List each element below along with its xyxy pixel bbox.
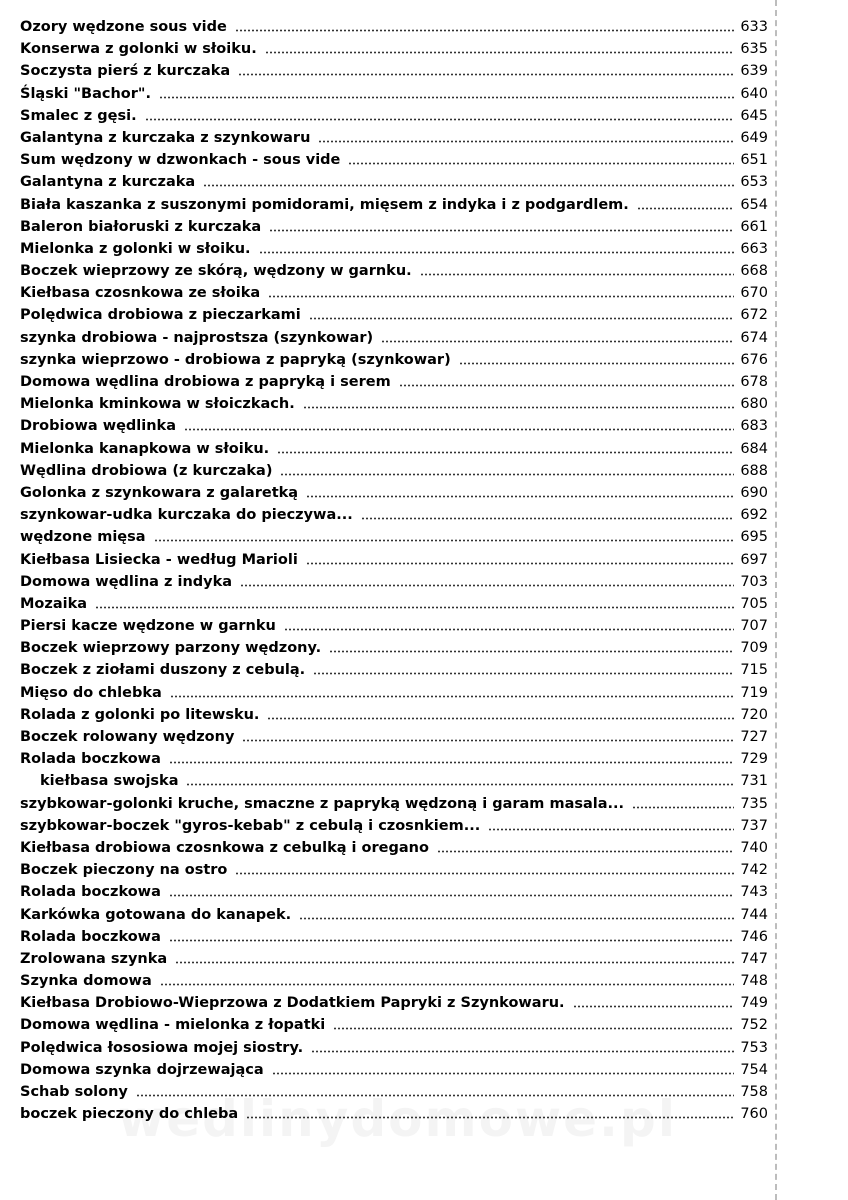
toc-entry[interactable] xyxy=(20,282,768,304)
dot-leader xyxy=(154,528,734,542)
toc-entry-title: szynka wieprzowo - drobiowa z papryką (szynkowar) xyxy=(20,351,451,368)
toc-entry-page-number: 731 xyxy=(740,773,768,790)
toc-entry-page-number: 748 xyxy=(740,973,768,990)
dot-leader xyxy=(170,684,734,698)
toc-entry-page-number: 715 xyxy=(740,662,768,679)
toc-entry[interactable] xyxy=(20,460,768,482)
toc-entry-title: Sum wędzony w dzwonkach - sous vide xyxy=(20,152,341,169)
toc-entry-page-number: 654 xyxy=(740,196,768,213)
toc-entry[interactable] xyxy=(20,482,768,504)
toc-entry-title: kiełbasa swojska xyxy=(40,773,179,790)
toc-entry-title: Kiełbasa drobiowa czosnkowa z cebulką i oregano xyxy=(20,839,429,856)
toc-entry-title: Domowa wędlina drobiowa z papryką i serem xyxy=(20,374,391,390)
toc-entry-page-number: 760 xyxy=(740,1106,768,1123)
toc-entry-page-number: 742 xyxy=(740,862,768,879)
toc-entry-title: Piersi kacze wędzone w garnku xyxy=(20,618,276,635)
toc-entry-title: Boczek wieprzowy parzony wędzony. xyxy=(20,640,322,657)
dot-leader xyxy=(235,18,734,32)
toc-entry-page-number: 703 xyxy=(740,573,768,590)
dot-leader xyxy=(95,595,734,609)
dot-leader xyxy=(573,994,734,1008)
toc-entry[interactable] xyxy=(20,504,768,526)
toc-entry[interactable] xyxy=(20,571,768,593)
toc-entry-title: Rolada boczkowa xyxy=(20,928,161,945)
dot-leader xyxy=(203,173,734,187)
toc-entry-page-number: 746 xyxy=(740,928,768,945)
toc-entry[interactable] xyxy=(20,593,768,615)
toc-entry[interactable] xyxy=(20,304,768,326)
dot-leader xyxy=(637,196,734,210)
dot-leader xyxy=(381,329,734,343)
dot-leader xyxy=(272,1061,734,1075)
toc-entry-page-number: 663 xyxy=(740,240,768,257)
toc-entry-title: Boczek z ziołami duszony z cebulą. xyxy=(20,662,306,679)
page-edge-divider xyxy=(775,0,777,1200)
dot-leader xyxy=(159,85,734,99)
toc-entry-title: Konserwa z golonki w słoiku. xyxy=(20,41,257,58)
toc-entry-title: szybkowar-boczek "gyros-kebab" z cebulą i czosnkiem... xyxy=(20,817,481,834)
toc-entry-title: Wędlina drobiowa (z kurczaka) xyxy=(20,462,273,479)
toc-entry[interactable] xyxy=(20,992,768,1014)
dot-leader xyxy=(399,373,734,387)
dot-leader xyxy=(277,440,734,454)
toc-entry-title: Szynka domowa xyxy=(20,973,152,990)
toc-entry-page-number: 707 xyxy=(740,618,768,635)
toc-entry-page-number: 684 xyxy=(740,440,768,457)
toc-entry[interactable] xyxy=(20,1037,768,1059)
toc-entry-page-number: 705 xyxy=(740,595,768,612)
dot-leader xyxy=(306,551,734,565)
toc-entry[interactable] xyxy=(20,970,768,992)
toc-entry[interactable] xyxy=(20,859,768,881)
toc-entry[interactable] xyxy=(20,837,768,859)
toc-entry-page-number: 727 xyxy=(740,729,768,745)
toc-entry[interactable] xyxy=(20,926,768,948)
toc-entry-page-number: 709 xyxy=(740,640,768,657)
toc-entry-page-number: 735 xyxy=(740,795,768,812)
toc-entry-title: Kiełbasa Lisiecka - według Marioli xyxy=(20,551,298,568)
toc-entry-page-number: 653 xyxy=(740,174,768,191)
dot-leader xyxy=(160,972,734,986)
toc-entry-page-number: 661 xyxy=(740,218,768,235)
toc-entry-title: Galantyna z kurczaka z szynkowaru xyxy=(20,129,311,146)
toc-entry-page-number: 695 xyxy=(740,529,768,546)
toc-entry-title: Schab solony xyxy=(20,1084,128,1100)
toc-entry-title: wędzone mięsa xyxy=(20,529,146,546)
toc-entry-page-number: 743 xyxy=(740,884,768,901)
toc-entry-title: Karkówka gotowana do kanapek. xyxy=(20,906,292,923)
toc-entry-page-number: 639 xyxy=(740,63,768,80)
toc-entry-title: Boczek pieczony na ostro xyxy=(20,862,228,879)
toc-entry-title: Golonka z szynkowara z galaretką xyxy=(20,484,299,501)
toc-entry-page-number: 640 xyxy=(740,85,768,102)
toc-entry-page-number: 719 xyxy=(740,684,768,701)
toc-entry-title: Boczek wieprzowy ze skórą, wędzony w garnku. xyxy=(20,263,412,280)
toc-entry-title: Rolada boczkowa xyxy=(20,751,161,768)
toc-entry-title: Mielonka kanapkowa w słoiku. xyxy=(20,440,270,457)
toc-entry[interactable] xyxy=(20,1081,768,1103)
toc-entry-title: Śląski "Bachor". xyxy=(20,85,151,102)
toc-entry-page-number: 737 xyxy=(740,817,768,834)
dot-leader xyxy=(238,62,734,76)
toc-entry[interactable] xyxy=(20,127,768,149)
toc-entry[interactable] xyxy=(20,16,768,38)
toc-entry[interactable] xyxy=(20,549,768,571)
dot-leader xyxy=(284,617,734,631)
dot-leader xyxy=(348,151,734,165)
dot-leader xyxy=(311,1039,734,1053)
toc-entry[interactable] xyxy=(20,216,768,238)
toc-entry-title: szybkowar-golonki kruche, smaczne z papryką wędzoną i garam masala... xyxy=(20,795,625,812)
toc-entry-title: Mielonka kminkowa w słoiczkach. xyxy=(20,396,295,413)
dot-leader xyxy=(246,1105,734,1119)
dot-leader xyxy=(306,484,734,498)
toc-entry[interactable] xyxy=(20,83,768,105)
toc-entry[interactable] xyxy=(20,748,768,770)
toc-entry-page-number: 752 xyxy=(740,1017,768,1034)
toc-entry[interactable] xyxy=(20,704,768,726)
toc-entry[interactable] xyxy=(20,171,768,193)
toc-entry[interactable] xyxy=(20,770,768,792)
toc-entry-page-number: 747 xyxy=(740,950,768,967)
toc-entry[interactable] xyxy=(20,948,768,970)
toc-entry-page-number: 678 xyxy=(740,374,768,390)
toc-entry-title: Mięso do chlebka xyxy=(20,684,162,701)
toc-entry-page-number: 749 xyxy=(740,995,768,1012)
dot-leader xyxy=(184,417,734,431)
toc-entry[interactable] xyxy=(20,726,768,748)
toc-entry-page-number: 676 xyxy=(740,351,768,368)
dot-leader xyxy=(459,351,734,365)
dot-leader xyxy=(136,1083,734,1097)
toc-entry-title: Kiełbasa Drobiowo-Wieprzowa z Dodatkiem Papryki z Szynkowaru. xyxy=(20,995,565,1012)
toc-entry-title: Soczysta pierś z kurczaka xyxy=(20,63,231,80)
toc-entry-title: Boczek rolowany wędzony xyxy=(20,729,235,745)
dot-leader xyxy=(145,107,734,121)
toc-entry[interactable] xyxy=(20,904,768,926)
toc-entry-title: Polędwica łososiowa mojej siostry. xyxy=(20,1039,304,1056)
dot-leader xyxy=(268,284,734,298)
toc-entry[interactable] xyxy=(20,793,768,815)
toc-entry[interactable] xyxy=(20,38,768,60)
toc-entry-title: Rolada boczkowa xyxy=(20,884,161,901)
dot-leader xyxy=(265,40,734,54)
toc-entry[interactable] xyxy=(20,815,768,837)
toc-entry-page-number: 649 xyxy=(740,129,768,146)
toc-entry-title: Domowa wędlina - mielonka z łopatki xyxy=(20,1017,326,1034)
toc-entry[interactable] xyxy=(20,682,768,704)
toc-entry-title: Rolada z golonki po litewsku. xyxy=(20,706,260,723)
toc-entry[interactable] xyxy=(20,60,768,82)
dot-leader xyxy=(309,306,734,320)
dot-leader xyxy=(488,817,734,831)
toc-entry[interactable] xyxy=(20,415,768,437)
toc-entry-title: Biała kaszanka z suszonymi pomidorami, mięsem z indyka i z podgardlem. xyxy=(20,196,629,213)
dot-leader xyxy=(437,839,734,853)
toc-entry[interactable] xyxy=(20,393,768,415)
dot-leader xyxy=(186,772,734,786)
dot-leader xyxy=(632,795,734,809)
toc-entry-title: Drobiowa wędlinka xyxy=(20,418,176,435)
toc-entry[interactable] xyxy=(20,194,768,216)
toc-entry[interactable] xyxy=(20,349,768,371)
dot-leader xyxy=(329,639,734,653)
toc-entry-page-number: 680 xyxy=(740,396,768,413)
toc-entry-title: Polędwica drobiowa z pieczarkami xyxy=(20,307,301,324)
toc-entry-page-number: 651 xyxy=(740,152,768,169)
dot-leader xyxy=(242,728,734,742)
dot-leader xyxy=(420,262,734,276)
dot-leader xyxy=(313,661,734,675)
toc-entry[interactable] xyxy=(20,438,768,460)
dot-leader xyxy=(259,240,734,254)
toc-entry-page-number: 740 xyxy=(740,839,768,856)
dot-leader xyxy=(280,462,734,476)
dot-leader xyxy=(169,883,734,897)
dot-leader xyxy=(235,861,734,875)
toc-entry[interactable] xyxy=(20,1059,768,1081)
toc-entry-page-number: 688 xyxy=(740,462,768,479)
toc-entry[interactable] xyxy=(20,105,768,127)
toc-entry-page-number: 690 xyxy=(740,484,768,501)
dot-leader xyxy=(269,218,734,232)
toc-entry-page-number: 645 xyxy=(740,107,768,124)
toc-entry[interactable] xyxy=(20,238,768,260)
toc-entry-title: Kiełbasa czosnkowa ze słoika xyxy=(20,285,261,302)
toc-entry-page-number: 744 xyxy=(740,906,768,923)
toc-entry-page-number: 729 xyxy=(740,751,768,768)
toc-entry-page-number: 697 xyxy=(740,551,768,568)
toc-entry-title: Ozory wędzone sous vide xyxy=(20,19,227,35)
toc-entry-page-number: 672 xyxy=(740,307,768,324)
dot-leader xyxy=(333,1016,734,1030)
toc-entry-page-number: 758 xyxy=(740,1084,768,1100)
toc-entry-title: Mozaika xyxy=(20,595,88,612)
toc-entry-page-number: 668 xyxy=(740,263,768,280)
toc-entry[interactable] xyxy=(20,260,768,282)
toc-entry-title: Galantyna z kurczaka xyxy=(20,174,196,191)
toc-entry-page-number: 753 xyxy=(740,1039,768,1056)
toc-entry-page-number: 674 xyxy=(740,329,768,346)
toc-entry-title: Domowa szynka dojrzewająca xyxy=(20,1061,264,1078)
toc-entry-page-number: 720 xyxy=(740,706,768,723)
toc-entry-title: Baleron białoruski z kurczaka xyxy=(20,218,262,235)
toc-entry[interactable] xyxy=(20,1014,768,1036)
toc-entry-title: szynka drobiowa - najprostsza (szynkowar) xyxy=(20,329,374,346)
dot-leader xyxy=(175,950,734,964)
toc-entry[interactable] xyxy=(20,881,768,903)
table-of-contents xyxy=(20,16,768,1125)
toc-entry-title: Smalec z gęsi. xyxy=(20,107,137,124)
toc-entry[interactable] xyxy=(20,327,768,349)
dot-leader xyxy=(169,928,734,942)
dot-leader xyxy=(299,906,734,920)
toc-entry-title: szynkowar-udka kurczaka do pieczywa... xyxy=(20,507,353,524)
dot-leader xyxy=(267,706,734,720)
dot-leader xyxy=(318,129,734,143)
dot-leader xyxy=(303,395,734,409)
toc-entry-page-number: 692 xyxy=(740,507,768,524)
toc-entry-title: Domowa wędlina z indyka xyxy=(20,573,233,590)
toc-entry[interactable] xyxy=(20,1103,768,1125)
toc-entry-title: Zrolowana szynka xyxy=(20,950,168,967)
toc-entry-page-number: 633 xyxy=(740,19,768,35)
toc-entry[interactable] xyxy=(20,615,768,637)
dot-leader xyxy=(169,750,734,764)
dot-leader xyxy=(361,506,734,520)
dot-leader xyxy=(240,573,734,587)
toc-entry[interactable] xyxy=(20,659,768,681)
toc-entry-page-number: 670 xyxy=(740,285,768,302)
toc-entry-page-number: 683 xyxy=(740,418,768,435)
toc-entry[interactable] xyxy=(20,637,768,659)
toc-entry[interactable] xyxy=(20,526,768,548)
toc-entry-title: Mielonka z golonki w słoiku. xyxy=(20,240,251,257)
toc-entry-page-number: 635 xyxy=(740,41,768,58)
toc-entry-title: boczek pieczony do chleba xyxy=(20,1106,239,1123)
toc-entry[interactable] xyxy=(20,149,768,171)
toc-entry-page-number: 754 xyxy=(740,1061,768,1078)
toc-entry[interactable] xyxy=(20,371,768,393)
